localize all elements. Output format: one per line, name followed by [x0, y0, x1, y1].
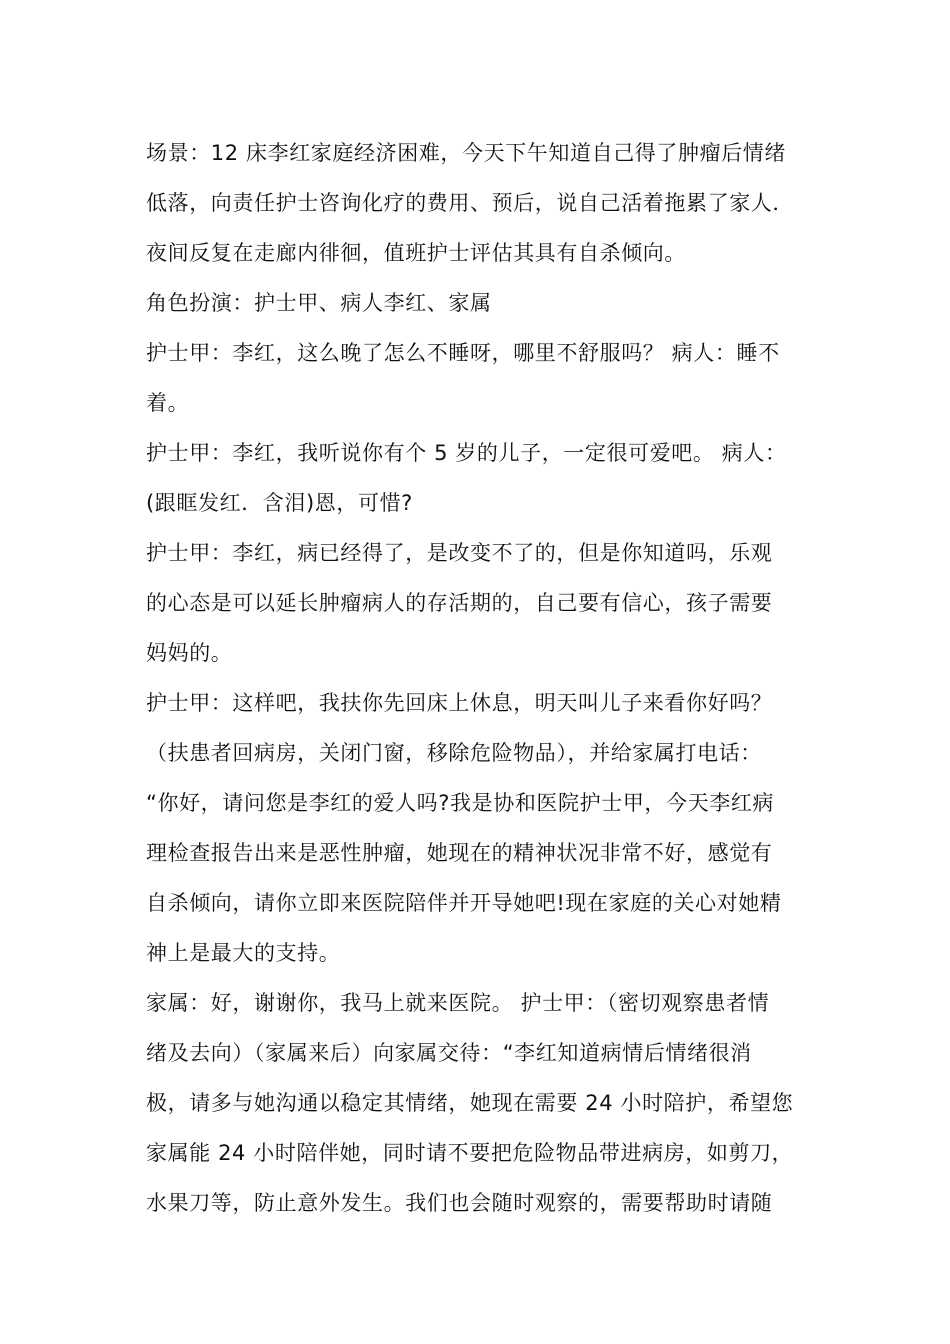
paragraph-dialogue-5 [146, 978, 810, 1228]
text-line: 理检查报告出来是恶性肿瘤，她现在的精神状况非常不好，感觉有 [146, 841, 773, 865]
text-line: 护士甲：李红，病已经得了，是改变不了的，但是你知道吗，乐观 [146, 541, 773, 565]
text-line: （扶患者回病房，关闭门窗，移除危险物品），并给家属打电话： [146, 741, 762, 765]
text-line: “你好，请问您是李红的爱人吗?我是协和医院护士甲，今天李红病 [146, 791, 775, 815]
text-line: 角色扮演：护士甲、病人李红、家属 [146, 291, 492, 315]
paragraph-dialogue-2 [146, 428, 810, 528]
paragraph-dialogue-4 [146, 678, 810, 978]
document-body [146, 128, 810, 1228]
paragraph-scene [146, 128, 810, 278]
text-line: 护士甲：李红，我听说你有个 5 岁的儿子，一定很可爱吧。 病人： [146, 441, 787, 465]
text-line: 自杀倾向，请你立即来医院陪伴并开导她吧!现在家庭的关心对她精 [146, 891, 782, 915]
text-line: 护士甲：李红，这么晚了怎么不睡呀，哪里不舒服吗？ 病人：睡不 [146, 341, 780, 365]
text-line: (跟眶发红．含泪)恩，可惜? [146, 491, 413, 515]
text-line: 极，请多与她沟通以稳定其情绪，她现在需要 24 小时陪护，希望您 [146, 1091, 794, 1115]
text-line: 水果刀等，防止意外发生。我们也会随时观察的，需要帮助时请随 [146, 1191, 773, 1215]
paragraph-dialogue-1 [146, 328, 810, 428]
paragraph-dialogue-3 [146, 528, 810, 678]
text-line: 着。 [146, 391, 190, 415]
text-line: 家属能 24 小时陪伴她，同时请不要把危险物品带进病房，如剪刀， [146, 1141, 794, 1165]
text-line: 神上是最大的支持。 [146, 941, 341, 965]
text-line: 绪及去向）（家属来后）向家属交待：“李红知道病情后情绪很消 [146, 1041, 752, 1065]
text-line: 的心态是可以延长肿瘤病人的存活期的，自己要有信心，孩子需要 [146, 591, 773, 615]
text-line: 低落，向责任护士咨询化疗的费用、预后，说自己活着拖累了家人． [146, 191, 794, 215]
text-line: 妈妈的。 [146, 641, 233, 665]
text-line: 场景：12 床李红家庭经济困难，今天下午知道自己得了肿瘤后情绪 [146, 141, 786, 165]
text-line: 夜间反复在走廊内徘徊，值班护士评估其具有自杀倾向。 [146, 241, 686, 265]
paragraph-roles [146, 278, 810, 328]
text-line: 家属：好，谢谢你，我马上就来医院。 护士甲：（密切观察患者情 [146, 991, 770, 1015]
text-line: 护士甲：这样吧，我扶你先回床上休息，明天叫儿子来看你好吗？ [146, 691, 773, 715]
